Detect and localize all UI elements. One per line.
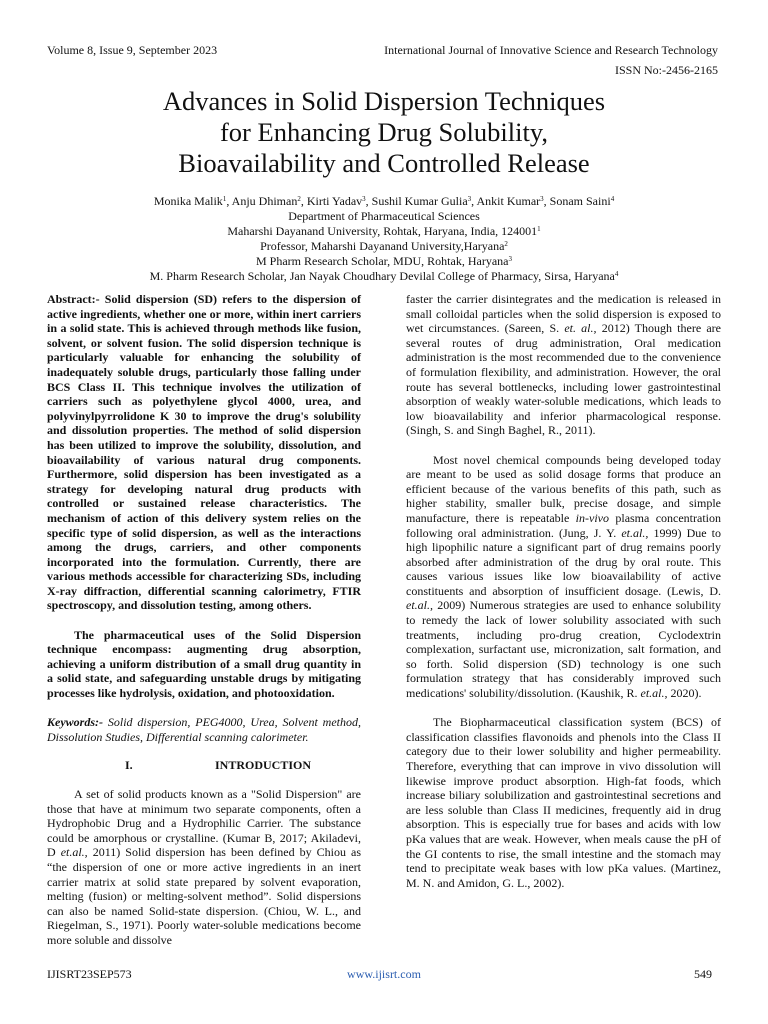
- abstract-paragraph-2: The pharmaceutical uses of the Solid Dispersion technique encompass: augmenting drug absorption, achieving a uniform distribution of a small drug quantity in a solid state, and safeguarding unstable drugs by mitigating processes like hydrolysis, oxidation, and photooxidation.: [47, 627, 361, 701]
- abstract-text: Solid dispersion (SD) refers to the dispersion of active ingredients, whether one or more, within inert carriers in a solid state. This is achieved through methods like fusion, solvent, or solvent fusion. The solid dispersion technique is particularly valuable for enhancing the solubility of inadequately soluble drugs, particularly those falling under BCS Class II. This technique involves the utilization of carriers such as polyethylene glycol 4000, urea, and polyvinylpyrrolidone K 30 to improve the drug's solubility and dissolution properties. The method of solid dispersion has been utilized to improve the solubility, dissolution, and bioavailability of various natural drug components. Furthermore, solid dispersion has been investigated as a strategy for developing natural drug products with controlled or sustained release characteristics. The mechanism of action of this delivery system relies on the specific type of solid dispersion, as well as the interactions among the drugs, carriers, and other components incorporated into the formulation. Currently, there are various methods accessible for characterizing SDs, including X-ray diffraction, differential scanning calorimetry, FTIR spectroscopy, and dissolution testing, among others.: [47, 292, 362, 613]
- body-text: 2011) Solid dispersion has been defined by Chiou as “the dispersion of one or more active ingredients in an inert carrier matrix at solid state prepared by solvent evaporation, melting (fusion) or melting-solvent method”. Solid dispersions can also be named Solid-state dispersion. (Chiou, W. L., and Riegelman, S., 1971). Poorly water-soluble medications become more soluble and dissolve: [47, 845, 362, 947]
- author-name: Sonam Saini: [549, 194, 611, 208]
- citation-etal: et.al.,: [60, 845, 88, 860]
- footer-article-id: IJISRT23SEP573: [47, 967, 132, 981]
- paper-title: [40, 86, 728, 179]
- affiliation-marker: 4: [614, 270, 619, 278]
- author-affiliation-marker: 3: [362, 195, 366, 203]
- author-affiliation-marker: 2: [297, 195, 301, 203]
- section-title: INTRODUCTION: [215, 758, 312, 773]
- abstract: [47, 292, 361, 613]
- body-text: Most novel chemical compounds being developed today are meant to be used as solid dosage forms that produce an efficient because of the various benefits of this path, such as higher stability, smaller bulk, precise dosage, and simple manufacture, there is repeatable: [406, 452, 721, 525]
- author-name: Monika Malik: [153, 194, 223, 208]
- title-line-1: Advances in Solid Dispersion Techniques: [162, 86, 606, 116]
- right-column: [406, 292, 721, 890]
- author-affiliation-marker: 3: [467, 195, 472, 203]
- section-number: I.: [125, 758, 133, 773]
- header-journal: International Journal of Innovative Science and Research Technology: [384, 43, 718, 57]
- section-heading: [47, 758, 361, 773]
- author-name: Sushil Kumar Gulia: [371, 194, 468, 208]
- citation-etal: et. al.,: [564, 321, 597, 336]
- keywords-text: Solid dispersion, PEG4000, Urea, Solvent method, Dissolution Studies, Differential scanning calorimeter.: [47, 715, 361, 744]
- intro-paragraph-1: [47, 787, 361, 948]
- intro-paragraph-continued: [406, 292, 721, 438]
- body-text: faster the carrier disintegrates and the medication is released in small colloidal particles when the solid dispersion is exposed to wet circumstances. (Sareen, S.: [406, 292, 721, 336]
- affiliation-line: Department of Pharmaceutical Sciences: [288, 209, 480, 223]
- keywords-label: Keywords:-: [47, 715, 103, 730]
- keywords: [47, 715, 361, 744]
- header-issn: ISSN No:-2456-2165: [614, 63, 718, 77]
- author-affiliation-marker: 4: [610, 195, 615, 203]
- affiliation-text: Professor, Maharshi Dayanand University,Haryana: [260, 239, 505, 253]
- affiliation-marker: 1: [537, 225, 541, 233]
- affiliation-line: [40, 254, 728, 269]
- author-name: Kirti Yadav: [306, 194, 363, 208]
- left-column: [47, 292, 361, 948]
- affiliation-marker: 2: [504, 240, 508, 248]
- author-list: Monika Malik$^1$, Anju Dhiman$^2$, Kirti Yadav$^3$, Sushil Kumar Gulia$^3$, Ankit Kumar$^3$, Sonam Saini$^4$: [153, 194, 615, 208]
- body-text: plasma concentration following oral administration. (Jung, J. Y.: [406, 510, 722, 540]
- author-block: [40, 194, 728, 284]
- body-text: 2009) Numerous strategies are used to enhance solubility to remedy the lack of lower solubility associated with such treatments, including pro-drug creation, Cyclodextrin complexation, surfactant use, micronization, salt formation, and so forth. Solid dispersion (SD) technology is one such formulation strategy that has considerably improved such medications' solubility/dissolution. (Kaushik, R.: [406, 598, 721, 701]
- footer-website-link[interactable]: www.ijisrt.com: [347, 967, 421, 981]
- author-affiliation-marker: 3: [540, 195, 544, 203]
- body-text: 2012) Though there are several routes of drug administration, Oral medication administration is the most recommended due to the convenience of formulation flexibility, and administration. However, the oral route has several bottlenecks, including lower gastrointestinal absorption of weakly water-soluble medications, which leads to low bioavailability and inferior pharmacological response. (Singh, S. and Singh Baghel, R., 2011).: [406, 321, 721, 438]
- title-line-3: Bioavailability and Controlled Release: [178, 148, 590, 178]
- author-affiliation-marker: 1: [222, 195, 227, 203]
- author-name: Anju Dhiman: [231, 194, 298, 208]
- italic-term: in-vivo: [575, 510, 609, 525]
- body-text: 1999) Due to high lipophilic nature a significant part of drug remains poorly absorbed after administration of the drug by oral route. This causes various issues like low bioavailability of active constituents and absorption of insufficient dosage. (Lewis, D.: [406, 525, 722, 598]
- author-name: Ankit Kumar: [476, 194, 541, 208]
- body-text: A set of solid products known as a "Solid Dispersion" are those that have at minimum two separate components, often a Hydrophobic Drug and a Hydrophilic Carrier. The substance could be amorphous or crystalline. (Kumar B, 2017; Akiladevi, D: [47, 787, 361, 860]
- affiliation-text: Maharshi Dayanand University, Rohtak, Haryana, India, 124001: [227, 224, 538, 238]
- citation-etal: et.al.,: [621, 525, 649, 540]
- intro-paragraph-2: [406, 453, 721, 701]
- affiliation-text: M Pharm Research Scholar, MDU, Rohtak, Haryana: [256, 254, 509, 268]
- citation-etal: et.al.,: [406, 598, 433, 613]
- body-text: 2020).: [667, 686, 702, 701]
- title-line-2: for Enhancing Drug Solubility,: [219, 117, 548, 147]
- affiliation-line: [40, 269, 728, 284]
- affiliation-line: [40, 224, 728, 239]
- abstract-label: Abstract:-: [47, 292, 100, 306]
- citation-etal: et.al.,: [640, 686, 668, 701]
- footer-page-number: 549: [694, 967, 712, 981]
- intro-paragraph-3: The Biopharmaceutical classification system (BCS) of classification classifies flavonoids and phenols into the Class II category due to their lower solubility and higher permeability. Therefore, everything that can improve in vivo dissolution will likewise improve product absorption. High-fat foods, which increase biliary solubilization and gastrointestinal secretions and are less soluble than Class II medicines, frequently aid in drug absorption. This is especially true for bases and acids with low pKa values that are weak. However, when meals cause the pH of the GI contents to rise, the small intestine and the stomach may tend to precipitate weak bases with low pKa values. (Martinez, M. N. and Amidon, G. L., 2002).: [406, 715, 721, 890]
- header-volume: Volume 8, Issue 9, September 2023: [47, 43, 218, 57]
- affiliation-text: M. Pharm Research Scholar, Jan Nayak Choudhary Devilal College of Pharmacy, Sirsa, Haryana: [149, 269, 615, 283]
- affiliation-marker: 3: [508, 255, 512, 263]
- affiliation-line: [40, 239, 728, 254]
